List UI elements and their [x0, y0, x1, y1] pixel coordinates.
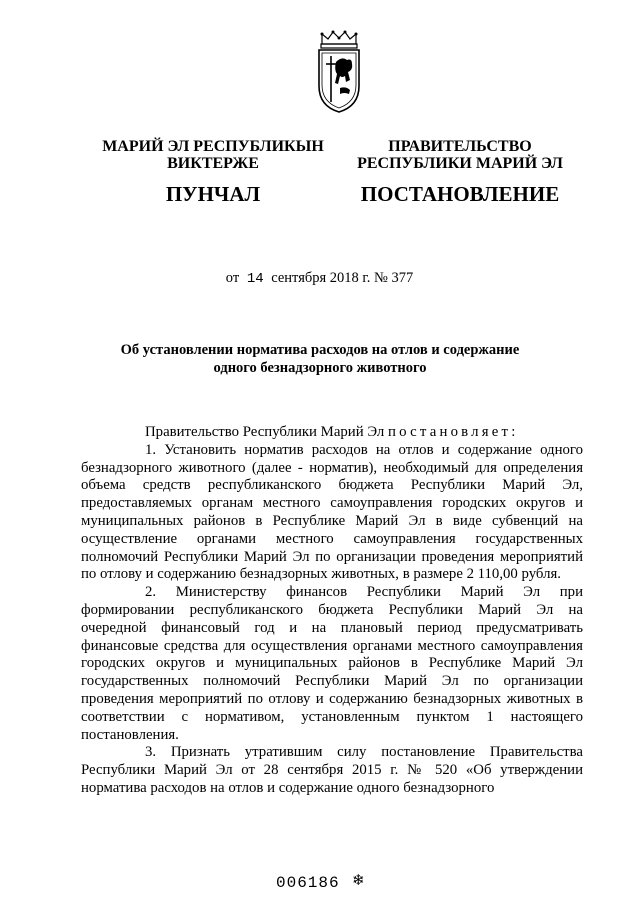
doc-kind-russian: ПОСТАНОВЛЕНИЕ	[360, 182, 560, 206]
coat-of-arms-icon	[316, 30, 362, 114]
clause-1: 1. Установить норматив расходов на отлов и содержание одного безнадзорного животного (далее - норматив), необходимый для определения объема средств республиканского бюджета Республики Марий Эл, предоставляемых органам местного самоуправления городских округов и муниципальных районов в Республике Марий Эл в виде субвенций на осуществление органами местного самоуправления государственных полномочий Республики Марий Эл по организации проведения мероприятий по отлову и содержанию безнадзорных животных, в размере 2 110,00 рубля.	[81, 441, 583, 583]
clause-2: 2. Министерству финансов Республики Марий Эл при формировании республиканского бюджета Республики Марий Эл на очередной финансовый год и на плановый период предусматривать финансовые средства для осуществления органами местного самоуправления городских округов и муниципальных районов в Республике Марий Эл государственных полномочий Республики Марий Эл по организации проведения мероприятий по отлову и содержанию безнадзорных животных в соответствии с нормативом, установленным пунктом 1 настоящего постановления.	[81, 584, 583, 743]
date-day: 14	[246, 271, 264, 287]
org-name-mari: МАРИЙ ЭЛ РЕСПУБЛИКЫН ВИКТЕРЖЕ	[102, 138, 324, 172]
document-body	[81, 424, 583, 798]
intro-verb: постановляет:	[388, 424, 519, 440]
snowflake-mark-icon: ❄	[352, 873, 365, 889]
date-month-year: сентября 2018 г.	[271, 270, 371, 286]
doc-kind-mari: ПУНЧАЛ	[165, 182, 261, 206]
document-number: 377	[391, 270, 414, 286]
header-left	[84, 138, 342, 206]
document-title: Об установлении норматива расходов на отлов и содержание одного безнадзорного животного	[120, 342, 520, 376]
form-serial-number: 006186	[276, 874, 340, 892]
clause-3: 3. Признать утратившим силу постановление Правительства Республики Марий Эл от 28 сентября 2015 г. № 520 «Об утверждении норматива расходов на отлов и содержание одного безнадзорного	[81, 744, 583, 796]
org-name-russian: ПРАВИТЕЛЬСТВО РЕСПУБЛИКИ МАРИЙ ЭЛ	[357, 138, 563, 172]
intro-line: Правительство Республики Марий Эл постановляет:	[145, 424, 519, 440]
header-right	[345, 138, 575, 206]
document-date-line: от 14 сентября 2018 г. № 377	[225, 270, 414, 287]
